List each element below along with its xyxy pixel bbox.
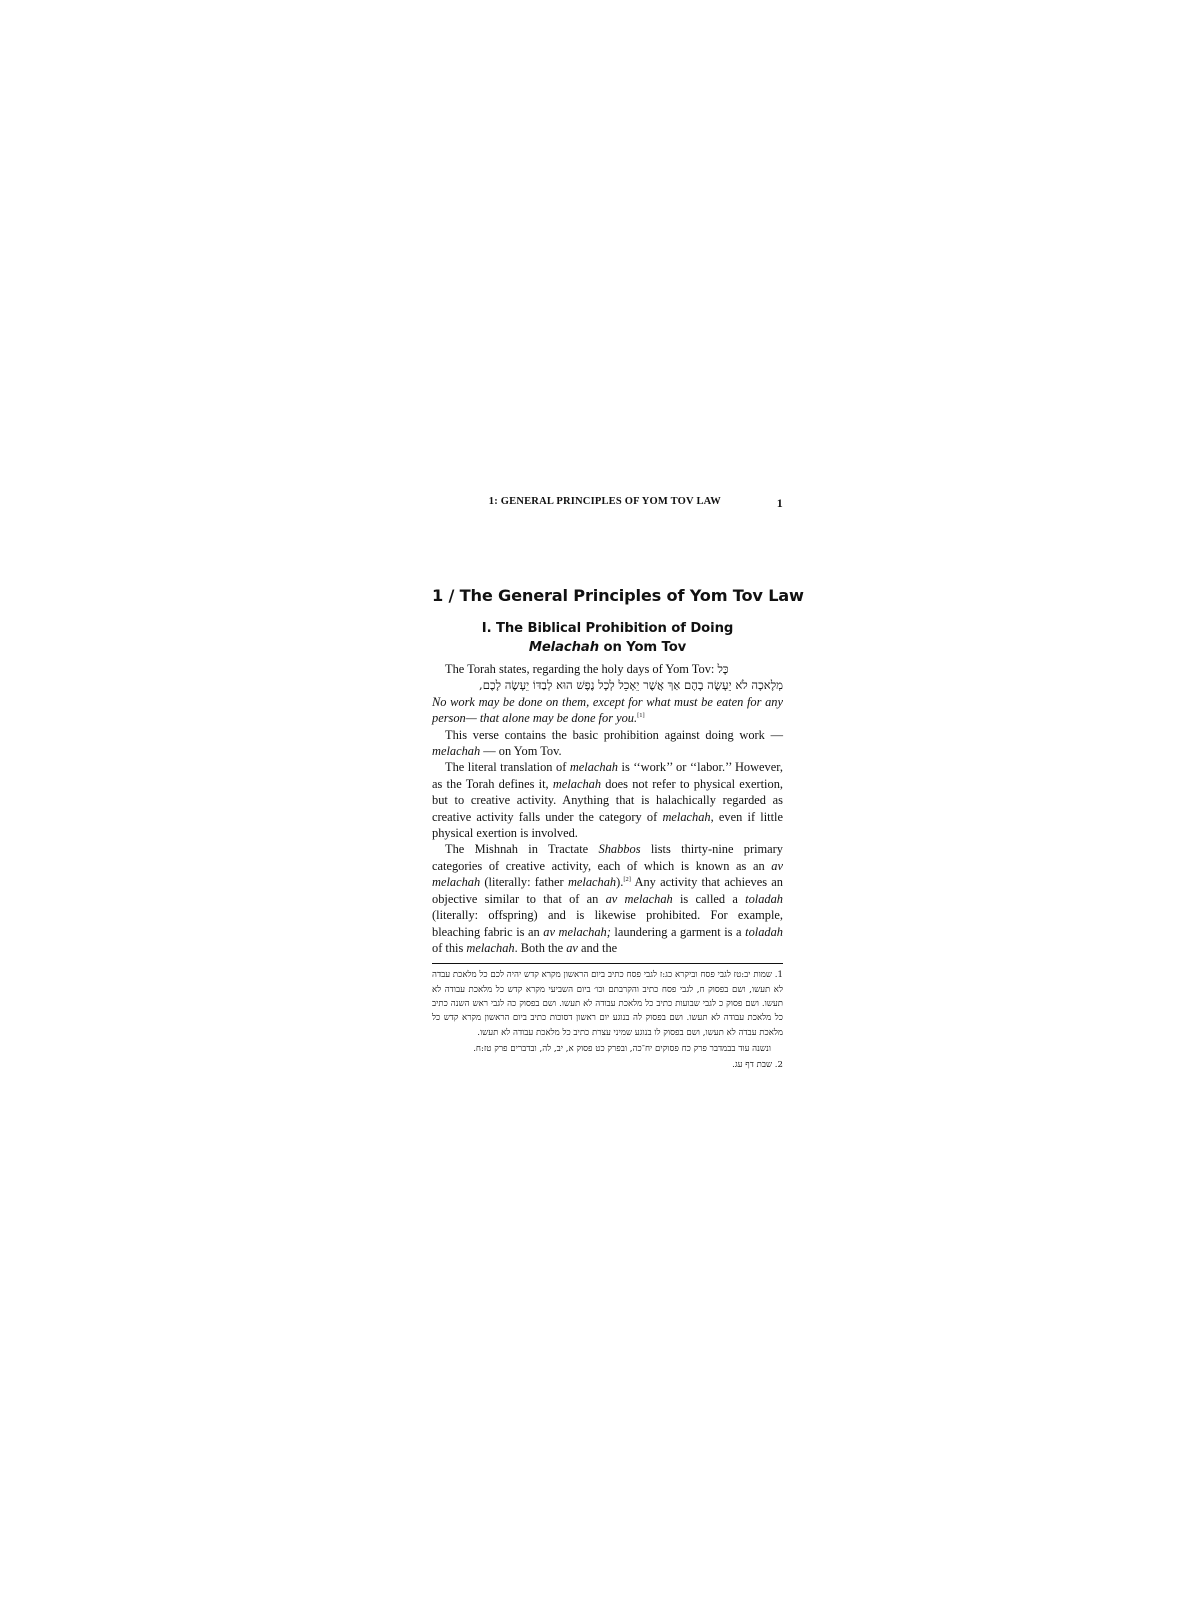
hebrew-verse-start: כָּל (717, 662, 729, 676)
text-run: is called a (672, 891, 746, 906)
body-text (432, 661, 783, 956)
term: melachah (567, 875, 617, 890)
term: av melachah (432, 858, 783, 890)
text-run: The literal translation of (445, 760, 570, 775)
text-run: of this (432, 940, 467, 955)
paragraph-1 (432, 661, 783, 727)
footnote-1: 1. שמות יב:טז לגבי פסח וביקרא כג:ז לגבי פסח כתיב ביום הראשון מקרא קדש יהיה לכם כל מלאכת עבדה לא תעשו, ושם בפסוק ח, לגבי פסח כתיב והקרבתם וכו׳ ביום השביעי מקרא קדש כל מלאכת עבודה לא תעשו. ושם פסוק כ לגבי שבועות כתיב כל מלאכת עבודה לא תעשו. ושם בפסוק כה לגבי ראש השנה כתיב כל מלאכת עבודה לא תעשו. ושם בפסוק לה בנוגע יום ראשון דסוכות כתיב ביום הראשון מקרא קדש כל מלאכת עבדה לא תעשו, ושם בפסוק לו בנוגע שמיני עצרת כתיב כל מלאכת עבודה לא תעשו. (432, 970, 783, 1038)
chapter-title: 1 / The General Principles of Yom Tov Law (432, 586, 804, 605)
section-title-term: Melachah (528, 640, 599, 655)
term: Shabbos (598, 842, 641, 857)
text-run: laundering a garment is a (610, 924, 746, 939)
section-title-rest: on Yom Tov (599, 640, 687, 655)
page-number: 1 (776, 496, 783, 510)
term: toladah (745, 924, 783, 939)
text-run: (literally: father (480, 875, 568, 890)
text-run: This verse contains the basic prohibition against doing work — (445, 727, 783, 742)
text-run: The Mishnah in Tractate (445, 842, 599, 857)
term: melachah (552, 776, 602, 791)
verse-translation: No work may be done on them, except for what must be eaten for any person— that alone may be done for you. (432, 694, 783, 726)
text-run: . Both the (514, 940, 567, 955)
section-title (432, 619, 783, 657)
footnote-1-continued: ונשנה עוד בבמדבר פרק כח פסוקים יח־כה, ובפרק כט פסוק א, יב, לה, ובדברים פרק טז:ח. (473, 1043, 771, 1054)
paragraph-2 (432, 727, 783, 760)
text-run: (literally: offspring) and is likewise prohibited. For example, bleaching fabric is an (432, 908, 783, 939)
term: av (566, 940, 578, 955)
term: melachah (569, 760, 618, 775)
text-run: is ‘‘work’’ or ‘‘labor.’’ However, as the Torah defines it, (432, 760, 783, 791)
term: melachah (432, 744, 481, 759)
term: toladah (745, 891, 783, 906)
term: melachah, (662, 809, 714, 824)
paragraph-4 (432, 841, 783, 956)
text-run: ). (616, 875, 624, 890)
running-head (432, 496, 783, 512)
term: av melachah (605, 891, 673, 906)
paragraph-3 (432, 759, 783, 841)
footnote-divider (432, 963, 783, 964)
text-run: does not refer to physical exertion, but to creative activity. Anything that is halachically regarded as creative activity falls under the category of (432, 776, 783, 824)
book-page (432, 496, 804, 1074)
text-run: — on Yom Tov. (480, 744, 562, 759)
text-run: Any activity that achieves an objective similar to that of an (432, 875, 783, 906)
footnote-ref-1[interactable]: [1] (637, 712, 645, 720)
section-title-line2 (432, 638, 783, 657)
text-run: even if little physical exertion is involved. (432, 809, 783, 841)
footnote-2: 2. שבת דף עג. (732, 1060, 783, 1071)
section-title-line1: I. The Biblical Prohibition of Doing (481, 621, 734, 636)
footnote-ref-2[interactable]: [2] (623, 876, 631, 884)
text-run: lists thirty-nine primary categories of creative activity, each of which is known as an (432, 842, 784, 873)
term: av melachah; (543, 924, 611, 939)
paragraph-1-intro: The Torah states, regarding the holy days of Yom Tov: (445, 662, 718, 676)
text-run: and the (577, 940, 618, 955)
hebrew-verse: מְלָאכָה לֹא יֵעָשֶׂה בָהֶם אַךְ אֲשֶׁר יֵאָכֵל לְכָל נֶפֶשׁ הוּא לְבַדּוֹ יֵעָשֶׂה לָכֶם, (479, 678, 783, 693)
term: melachah (466, 940, 515, 955)
running-head-title: 1: GENERAL PRINCIPLES OF YOM TOV LAW (488, 496, 721, 507)
footnotes (432, 968, 783, 1072)
